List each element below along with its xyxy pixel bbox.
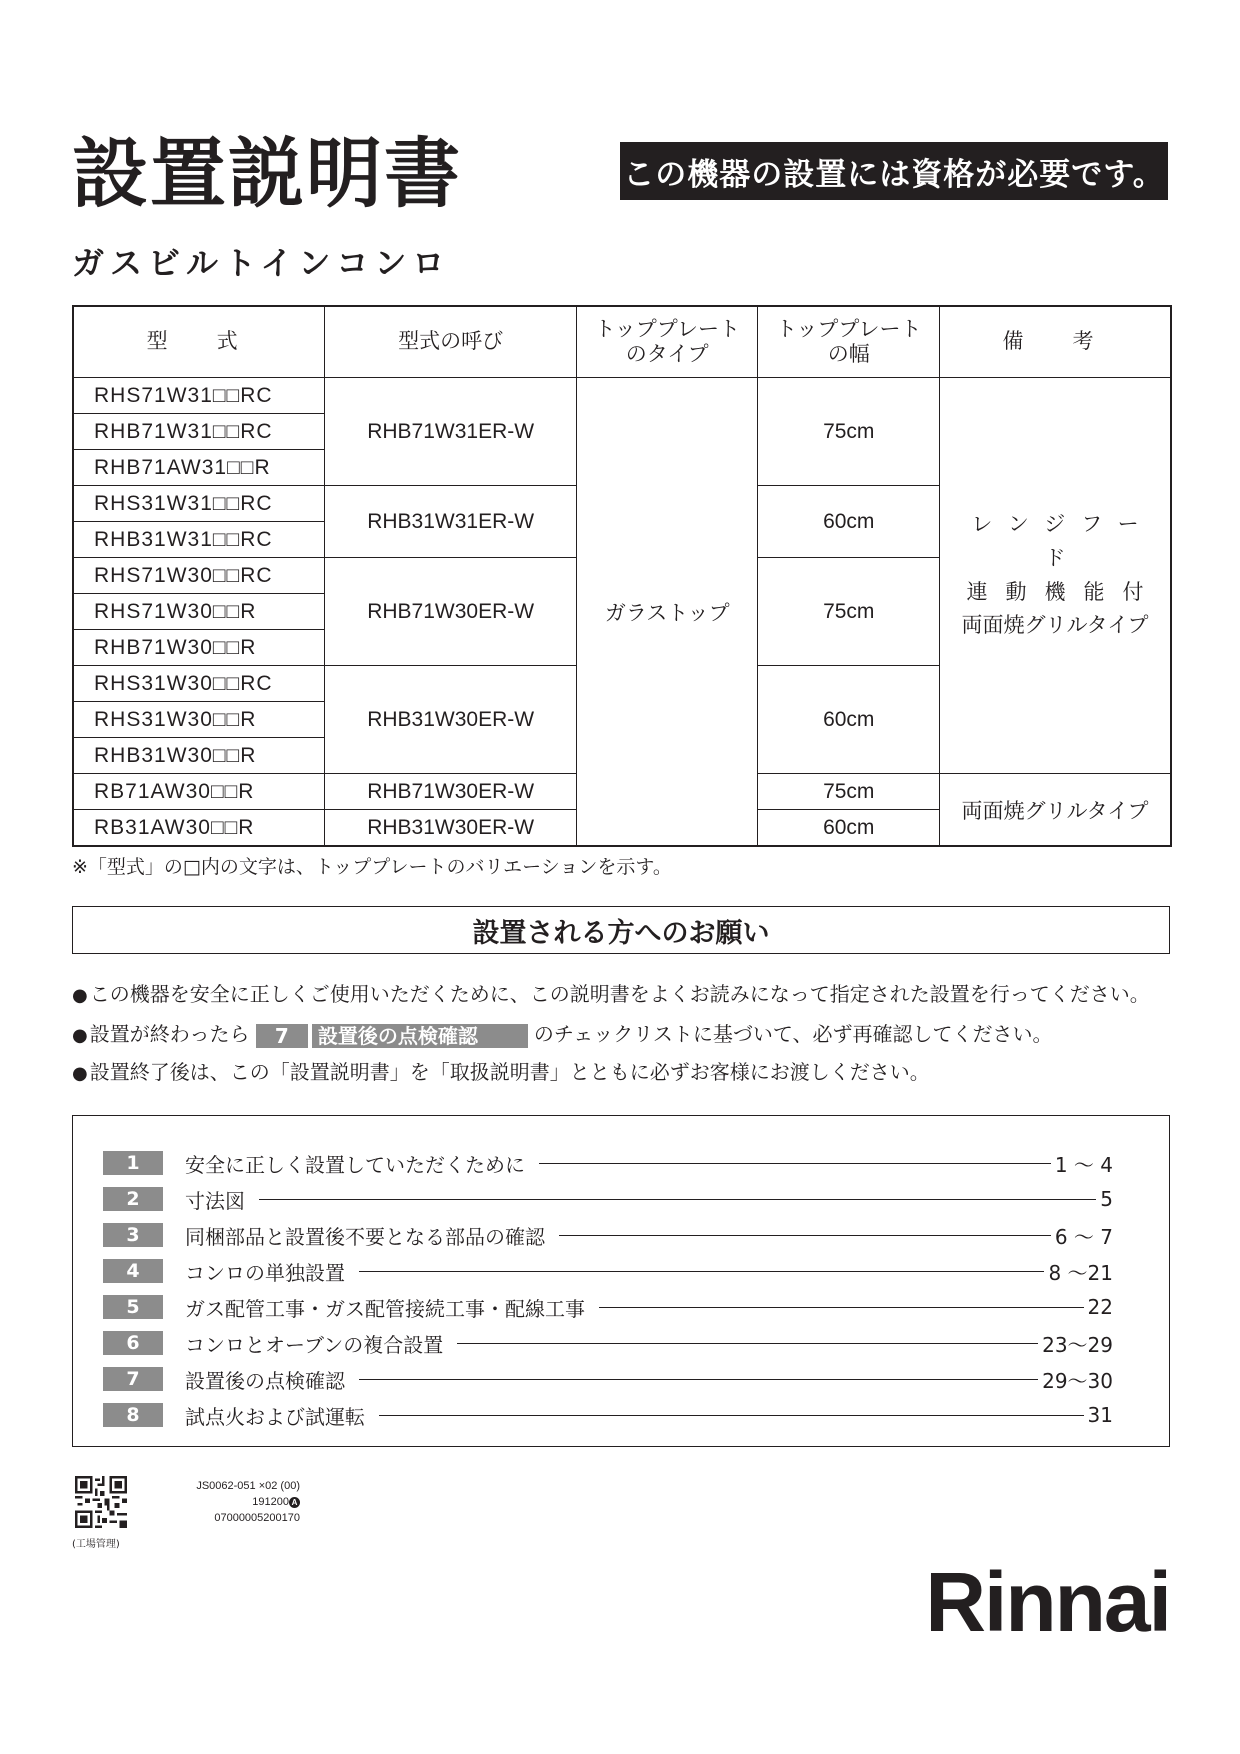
toc-item[interactable] [103, 1366, 1113, 1392]
serial-number: 07000005200170 [214, 1512, 300, 1524]
toc-number: 8 [103, 1403, 163, 1427]
toc-item[interactable] [103, 1186, 1113, 1212]
model-cell: RHS31W30□□RC [73, 666, 325, 702]
toc-page: 1 〜 4 [1054, 1152, 1113, 1177]
toc-item[interactable] [103, 1222, 1113, 1248]
leader-line [259, 1199, 1096, 1200]
table-of-contents [72, 1115, 1170, 1447]
model-cell: RHB31W30□□R [73, 738, 325, 774]
toc-label: コンロの単独設置 [185, 1260, 345, 1285]
width-cell: 75cm [758, 774, 940, 810]
bullet-dot-icon: ● [72, 1025, 88, 1046]
model-cell: RHS31W31□□RC [73, 486, 325, 522]
toc-page: 6 〜 7 [1054, 1224, 1113, 1249]
model-table [72, 305, 1172, 847]
toc-page: 8 〜21 [1048, 1260, 1113, 1285]
toc-number: 3 [103, 1223, 163, 1247]
toc-number: 4 [103, 1259, 163, 1283]
model-cell: RHS31W30□□R [73, 702, 325, 738]
section-ref-label: 設置後の点検確認 [312, 1024, 528, 1048]
leader-line [457, 1343, 1038, 1344]
width-cell: 60cm [758, 666, 940, 774]
toc-item[interactable] [103, 1402, 1113, 1428]
qualification-notice: この機器の設置には資格が必要です。 [620, 142, 1168, 200]
header-model-name: 型式の呼び [325, 306, 577, 378]
model-name-cell: RHB71W31ER-W [325, 378, 577, 486]
section-ref-number: 7 [256, 1024, 308, 1048]
request-heading: 設置される方へのお願い [72, 906, 1170, 954]
toc-number: 1 [103, 1151, 163, 1175]
model-cell: RB71AW30□□R [73, 774, 325, 810]
toc-page: 31 [1087, 1403, 1113, 1427]
toc-number: 7 [103, 1367, 163, 1391]
leader-line [359, 1379, 1038, 1380]
bullet-dot-icon: ● [72, 985, 88, 1006]
toc-label: ガス配管工事・ガス配管接続工事・配線工事 [185, 1296, 585, 1321]
model-cell: RHS71W30□□R [73, 594, 325, 630]
product-subtitle: ガスビルトインコンロ [72, 244, 451, 282]
model-name-cell: RHB71W30ER-W [325, 774, 577, 810]
model-name-cell: RHB31W31ER-W [325, 486, 577, 558]
toc-page: 22 [1087, 1295, 1113, 1319]
table-row [73, 378, 1171, 414]
qr-label: (工場管理) [72, 1539, 120, 1550]
toc-number: 5 [103, 1295, 163, 1319]
top-plate-type-cell: ガラストップ [576, 378, 758, 847]
toc-label: コンロとオーブンの複合設置 [185, 1332, 444, 1357]
leader-line [359, 1271, 1044, 1272]
leader-line [559, 1235, 1051, 1236]
toc-item[interactable] [103, 1150, 1113, 1176]
rinnai-logo: Rinnai [925, 1555, 1170, 1649]
toc-label: 同梱部品と設置後不要となる部品の確認 [185, 1224, 545, 1249]
toc-item[interactable] [103, 1330, 1113, 1356]
table-note: ※「型式」の□内の文字は、トッププレートのバリエーションを示す。 [72, 856, 672, 878]
remarks-cell: レンジフード 連動機能付 両面焼グリルタイプ [940, 378, 1171, 774]
circled-a-icon: A [289, 1497, 300, 1508]
leader-line [379, 1415, 1084, 1416]
bullet-item: ● 設置終了後は、この「設置説明書」を「取扱説明書」とともに必ずお客様にお渡しください。 [72, 1060, 930, 1084]
qr-code-icon [75, 1476, 127, 1528]
doc-code: JS0062-051 ×02 (00) [196, 1480, 300, 1492]
header-top-plate-width: トッププレートの幅 [758, 306, 940, 378]
toc-item[interactable] [103, 1294, 1113, 1320]
remarks-cell: 両面焼グリルタイプ [940, 774, 1171, 847]
document-codes [160, 1478, 300, 1526]
model-cell: RHS71W31□□RC [73, 378, 325, 414]
model-cell: RHB71AW31□□R [73, 450, 325, 486]
leader-line [539, 1163, 1051, 1164]
model-name-cell: RHB71W30ER-W [325, 558, 577, 666]
toc-label: 安全に正しく設置していただくために [185, 1152, 525, 1177]
model-cell: RB31AW30□□R [73, 810, 325, 847]
model-name-cell: RHB31W30ER-W [325, 810, 577, 847]
bullet-item: ● 設置が終わったら 7 設置後の点検確認 のチェックリストに基づいて、必ず再確認してください。 [72, 1022, 1053, 1048]
toc-label: 試点火および試運転 [185, 1404, 365, 1429]
toc-page: 5 [1100, 1187, 1113, 1211]
header-top-plate-type: トッププレートのタイプ [576, 306, 758, 378]
header-remarks: 備 考 [940, 306, 1171, 378]
table-header-row [73, 306, 1171, 378]
toc-item[interactable] [103, 1258, 1113, 1284]
toc-page: 23〜29 [1042, 1332, 1113, 1357]
width-cell: 75cm [758, 558, 940, 666]
leader-line [599, 1307, 1084, 1308]
model-cell: RHB31W31□□RC [73, 522, 325, 558]
model-cell: RHB71W30□□R [73, 630, 325, 666]
model-cell: RHS71W30□□RC [73, 558, 325, 594]
date-code-line: 191200 A [160, 1494, 300, 1510]
page-title: 設置説明書 [72, 129, 462, 218]
model-name-cell: RHB31W30ER-W [325, 666, 577, 774]
toc-number: 6 [103, 1331, 163, 1355]
toc-number: 2 [103, 1187, 163, 1211]
header-model: 型 式 [73, 306, 325, 378]
width-cell: 60cm [758, 810, 940, 847]
bullet-item: ● この機器を安全に正しくご使用いただくために、この説明書をよくお読みになって指定された設置を行ってください。 [72, 982, 1150, 1006]
model-cell: RHB71W31□□RC [73, 414, 325, 450]
toc-page: 29〜30 [1042, 1368, 1113, 1393]
toc-label: 寸法図 [185, 1188, 245, 1213]
bullet-dot-icon: ● [72, 1063, 88, 1084]
width-cell: 60cm [758, 486, 940, 558]
width-cell: 75cm [758, 378, 940, 486]
toc-label: 設置後の点検確認 [185, 1368, 345, 1393]
